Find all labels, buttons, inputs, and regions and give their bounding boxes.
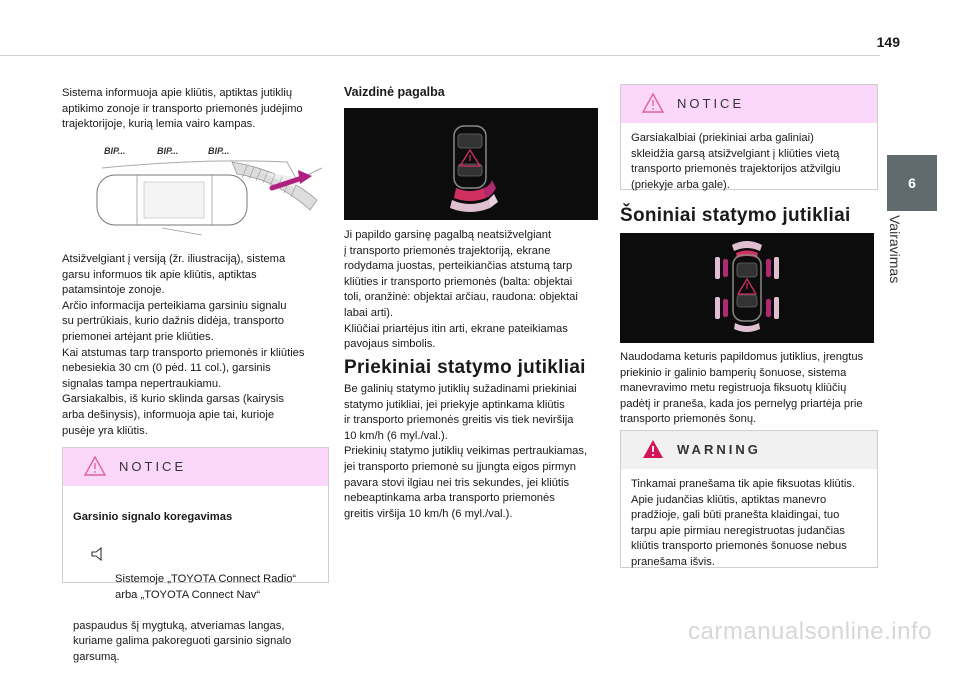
notice-text-indented: Sistemoje „TOYOTA Connect Radio“ arba „TOYOTA Connect Nav“ bbox=[115, 572, 297, 601]
bip-label: BIP... bbox=[104, 146, 126, 156]
notice-box-2 bbox=[620, 84, 878, 190]
front-sensors-text: Be galinių statymo jutiklių sužadinami priekiniai statymo jutikliai, jei priekyje aptinkama kliūtis ir transporto priemonės greitis vis tiek neviršija 10 km/h (6 myl./val.). Priekinių statymo jutiklių veikimas pertraukiamas, jei transporto priemonė su įjungta eigos pirmyn pavara stovi ilgiau nei tris sekundes, jei kliūtis nebeaptinkama arba transporto priemonės greitis viršija 10 km/h (6 myl./val.). bbox=[344, 383, 588, 520]
visual-aid-text: Ji papildo garsinę pagalbą neatsižvelgiant į transporto priemonės trajektoriją, ekrane rodydama juostas, perteikiančias atstumą tarp kliūties ir transporto priemonės (balta: objektai toli, oranžinė: objektai arčiau, raudona: objektai labai arti). Kliūčiai priartėjus itin arti, ekrane pateikiamas pavojaus simbolis. bbox=[344, 229, 578, 351]
body-text: Atsižvelgiant į versiją (žr. iliustraciją), sistema garsu informuos tik apie kliūtis, aptiktas patamsintoje zonoje. Arčio informacija perteikiama garsiniu signalu su pertrūkiais, kurio dažnis didėja, transporto priemonei artėjant prie kliūties. Kai atstumas tarp transporto priemonės ir kliūties nebesiekia 30 cm (0 pėd. 11 col.), garsinis signalas tampa nepertraukiamu. Garsiakalbis, iš kurio sklinda garsas (kairysis arba dešinysis), informuoja apie tai, kurioje pusėje yra kliūtis. bbox=[62, 253, 305, 437]
bip-label: BIP... bbox=[208, 146, 230, 156]
header-divider bbox=[0, 55, 880, 56]
heading-front-sensors: Priekiniai statymo jutikliai bbox=[344, 357, 586, 378]
notice-header bbox=[63, 448, 328, 486]
warning-label: WARNING bbox=[677, 442, 761, 457]
notice-text: paspaudus šį mygtuką, atveriamas langas, kuriame galima pakoreguoti garsinio signalo garsumą. bbox=[73, 619, 292, 663]
visual-aid-screen bbox=[344, 108, 598, 220]
parking-illustration bbox=[62, 140, 327, 240]
notice-box bbox=[62, 447, 329, 663]
intro-text: Sistema informuoja apie kliūtis, aptiktas jutiklių aptikimo zonoje ir transporto priemonės judėjimo trajektorijoje, kurią lemia vairo kampas. bbox=[62, 87, 303, 131]
bip-label: BIP... bbox=[157, 146, 179, 156]
notice-label: NOTICE bbox=[677, 96, 745, 111]
notice-text: Garsiakalbiai (priekiniai arba galiniai) skleidžia garsą atsižvelgiant į kliūties vietą transporto priemonės trajektorijos atžvilgiu (priekyje arba gale). bbox=[631, 132, 841, 191]
warning-header bbox=[621, 431, 877, 469]
page-number: 149 bbox=[876, 34, 900, 50]
chapter-label: Vairavimas bbox=[887, 215, 903, 284]
chapter-tab[interactable]: 6 bbox=[887, 155, 937, 211]
heading-side-sensors: Šoniniai statymo jutikliai bbox=[620, 205, 851, 226]
notice-title: Garsinio signalo koregavimas bbox=[73, 510, 233, 523]
warning-text: Tinkamai pranešama tik apie fiksuotas kliūtis. Apie judančias kliūtis, aptiktas manevro pradžioje, gali būti pranešta klaidingai, tuo tarpu apie pirmiau neregistruotas judančias kliūtis transporto priemonės šonuose nebus pranešama išvis. bbox=[631, 478, 856, 568]
notice-header bbox=[621, 85, 877, 123]
notice-label: NOTICE bbox=[119, 459, 187, 474]
warning-box bbox=[620, 430, 878, 568]
volume-icon bbox=[89, 545, 107, 563]
footer-watermark: carmanualsonline.info bbox=[688, 618, 932, 645]
heading-visual-aid: Vaizdinė pagalba bbox=[344, 85, 445, 99]
notice-icon bbox=[83, 455, 107, 477]
warning-icon bbox=[641, 438, 665, 460]
notice-icon bbox=[641, 92, 665, 114]
side-sensors-screen bbox=[620, 233, 874, 343]
side-sensors-text: Naudodama keturis papildomus jutiklius, įrengtus priekinio ir galinio bamperių šonuose, sistema manevravimo metu registruoja fiksuotų kliūčių padėtį ir praneša, kada jos pernelyg priartėja prie transporto priemonės šonų. bbox=[620, 351, 864, 426]
